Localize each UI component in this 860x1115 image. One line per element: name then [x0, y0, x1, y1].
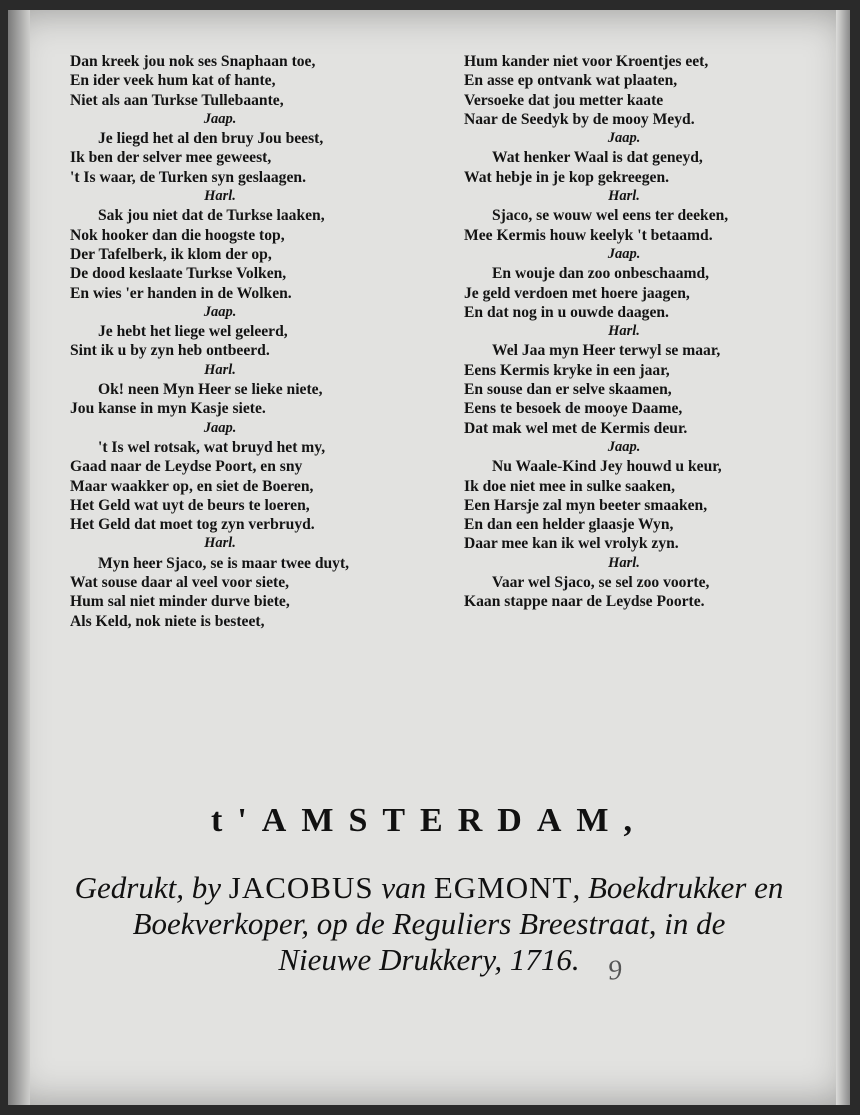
speaker-label: Jaap. — [607, 438, 641, 455]
verse-line: Ik doe niet mee in sulke saaken, — [464, 477, 675, 495]
verse-line: Nu Waale-Kind Jey houwd u keur, — [492, 458, 722, 476]
verse-line: Hum kander niet voor Kroentjes eet, — [464, 53, 709, 70]
verse-line: 't Is wel rotsak, wat bruyd het my, — [98, 438, 326, 456]
speaker-label: Harl. — [204, 188, 236, 205]
left-column — [70, 52, 460, 631]
verse-line: Je hebt het liege wel geleerd, — [98, 323, 288, 341]
verse-line: En asse ep ontvank wat plaaten, — [464, 72, 678, 90]
imprint-line-1a: Gedrukt, by — [74, 870, 229, 905]
verse-line: Je geld verdoen met hoere jaagen, — [464, 284, 690, 302]
handwritten-mark: 9 — [606, 954, 624, 987]
speaker-label: Harl. — [608, 554, 640, 571]
imprint-line-1b: van — [373, 870, 434, 905]
verse-line: Je liegd het al den bruy Jou beest, — [98, 130, 324, 148]
speaker-label: Harl. — [608, 323, 640, 340]
verse-line: En souse dan er selve skaamen, — [464, 381, 672, 399]
imprint-city: t'AMSTERDAM, — [211, 802, 647, 839]
speaker-label: Jaap. — [203, 303, 237, 320]
verse-line: Het Geld wat uyt de beurs te loeren, — [70, 496, 310, 514]
verse-line: Ok! neen Myn Heer se lieke niete, — [98, 381, 323, 399]
verse-line: Wel Jaa myn Heer terwyl se maar, — [492, 342, 721, 360]
document-page — [8, 10, 850, 1105]
verse-line: En wies 'er handen in de Wolken. — [70, 284, 292, 302]
verse-line: En wouje dan zoo onbeschaamd, — [492, 265, 710, 283]
verse-line: Jou kanse in myn Kasje siete. — [70, 400, 266, 418]
imprint-line-1c: , Boekdrukker en — [572, 870, 784, 905]
verse-line: Dan kreek jou nok ses Snaphaan toe, — [70, 53, 316, 70]
verse-line: Niet als aan Turkse Tullebaante, — [70, 91, 284, 109]
speaker-label: Harl. — [204, 535, 236, 552]
verse-line: Sak jou niet dat de Turkse laaken, — [98, 207, 325, 225]
speaker-label: Jaap. — [203, 419, 237, 436]
verse-line: Vaar wel Sjaco, se sel zoo voorte, — [492, 574, 710, 592]
verse-line: Maar waakker op, en siet de Boeren, — [70, 477, 314, 495]
verse-line: Der Tafelberk, ik klom der op, — [70, 245, 272, 263]
verse-line: Eens Kermis kryke in een jaar, — [464, 361, 670, 379]
imprint-line-1 — [8, 870, 850, 906]
verse-line: Nok hooker dan die hoogste top, — [70, 226, 285, 244]
verse-line: Daar mee kan ik wel vrolyk zyn. — [464, 535, 679, 553]
verse-line: De dood keslaate Turkse Volken, — [70, 265, 287, 283]
verse-line: Sjaco, se wouw wel eens ter deeken, — [492, 207, 729, 225]
verse-line: Wat souse daar al veel voor siete, — [70, 574, 290, 592]
verse-line: Naar de Seedyk by de mooy Meyd. — [464, 110, 695, 128]
verse-line: En dan een helder glaasje Wyn, — [464, 516, 674, 534]
verse-line: Myn heer Sjaco, se is maar twee duyt, — [98, 554, 350, 572]
imprint-printer-name: JACOBUS — [228, 870, 374, 905]
verse-line: Als Keld, nok niete is besteet, — [70, 612, 265, 630]
verse-line: 't Is waar, de Turken syn geslaagen. — [70, 168, 306, 186]
verse-line: Eens te besoek de mooye Daame, — [464, 400, 683, 418]
verse-line: Hum sal niet minder durve biete, — [70, 593, 290, 611]
verse-line: Ik ben der selver mee geweest, — [70, 149, 272, 167]
verse-line: Wat hebje in je kop gekreegen. — [464, 168, 670, 186]
verse-line: En ider veek hum kat of hante, — [70, 72, 276, 90]
verse-line: Gaad naar de Leydse Poort, en sny — [70, 458, 303, 476]
verse-line: Het Geld dat moet tog zyn verbruyd. — [70, 516, 315, 534]
imprint-line-3: Nieuwe Drukkery, 1716. — [278, 942, 580, 977]
verse-line: Dat mak wel met de Kermis deur. — [464, 419, 688, 437]
imprint-line-2: Boekverkoper, op de Reguliers Breestraat, in de — [132, 906, 726, 941]
verse-line: Mee Kermis houw keelyk 't betaamd. — [464, 226, 713, 244]
verse-line: Kaan stappe naar de Leydse Poorte. — [464, 593, 705, 611]
speaker-label: Harl. — [608, 188, 640, 205]
speaker-label: Jaap. — [607, 130, 641, 147]
speaker-label: Jaap. — [607, 245, 641, 262]
verse-line: En dat nog in u ouwde daagen. — [464, 303, 669, 321]
verse-line: Sint ik u by zyn heb ontbeerd. — [70, 342, 270, 360]
imprint-printer-surname: EGMONT — [433, 870, 573, 905]
verse-line: Versoeke dat jou metter kaate — [464, 91, 664, 109]
verse-line: Wat henker Waal is dat geneyd, — [492, 149, 703, 167]
right-column — [464, 52, 814, 612]
speaker-label: Harl. — [204, 361, 236, 378]
speaker-label: Jaap. — [203, 110, 237, 127]
verse-line: Een Harsje zal myn beeter smaaken, — [464, 496, 708, 514]
